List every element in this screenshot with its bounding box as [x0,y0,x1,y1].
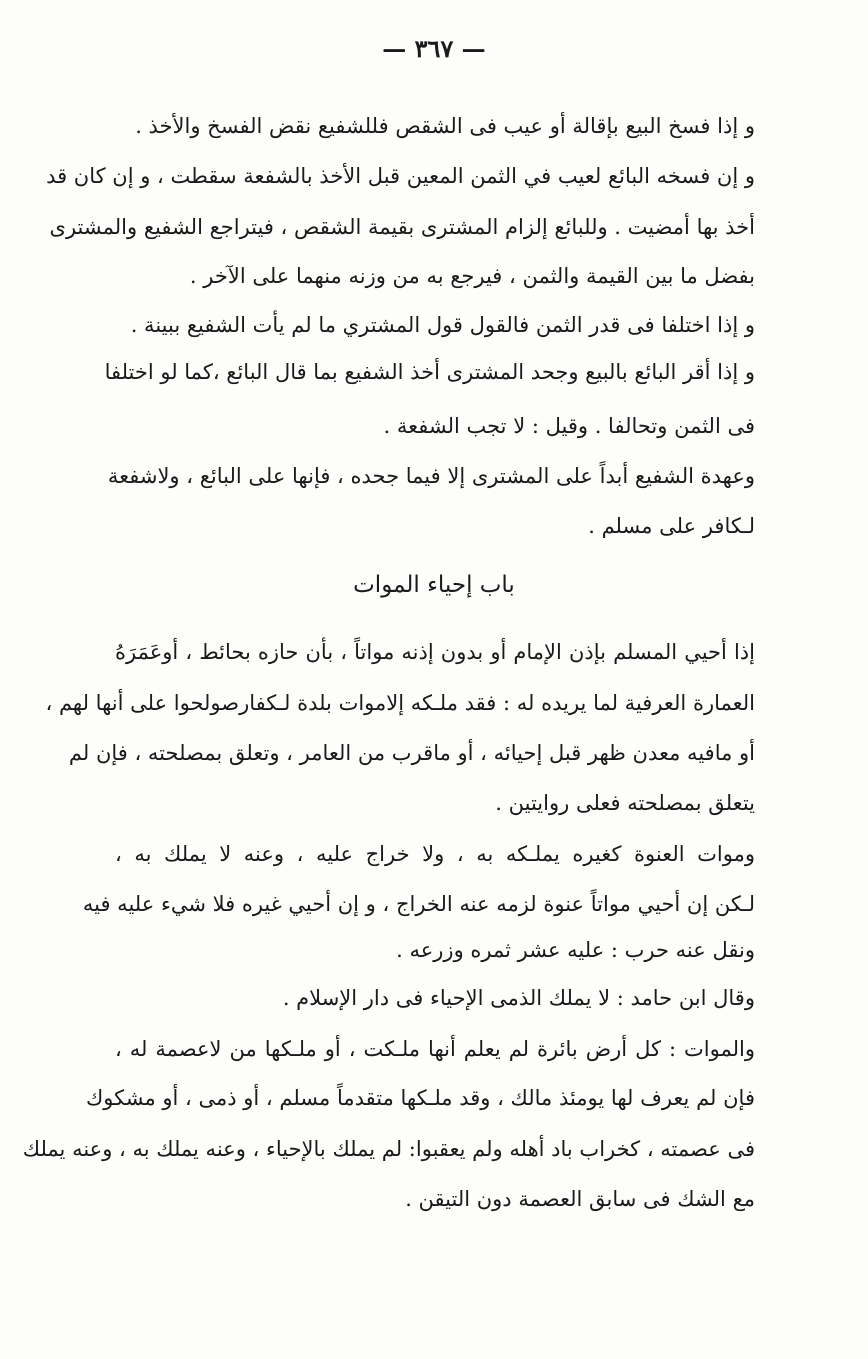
paragraph-line: فإن لم يعرف لها يومئذ مالك ، وقد ملـكها متقدماً مسلم ، أو ذمى ، أو مشكوك [85,1086,755,1110]
paragraph-line: أخذ بها أمضيت . وللبائع إلزام المشترى بقيمة الشقص ، فيتراجع الشفيع والمشترى [49,215,755,239]
paragraph-line: و إذا اختلفا فى قدر الثمن فالقول قول المشتري ما لم يأت الشفيع ببينة . [130,313,755,337]
paragraph-line: و إن فسخه البائع لعيب في الثمن المعين قبل الأخذ بالشفعة سقطت ، و إن كان قد [46,164,755,188]
paragraph-line: و إذا فسخ البيع بإقالة أو عيب فى الشقص فللشفيع نقض الفسخ والأخذ . [135,114,755,138]
paragraph-line: والموات : كل أرض بائرة لم يعلم أنها ملـكت ، أو ملـكها من لاعصمة له ، [115,1037,755,1061]
paragraph-line: يتعلق بمصلحته فعلى روايتين . [495,791,755,815]
paragraph-line: وقال ابن حامد : لا يملك الذمى الإحياء فى دار الإسلام . [282,986,755,1010]
paragraph-line: العمارة العرفية لما يريده له : فقد ملـكه إلاموات بلدة لـكفارصولحوا على أنها لهم ، [45,691,755,715]
paragraph-line: وموات العنوة كغيره يملـكه به ، ولا خراج عليه ، وعنه لا يملك به ، [115,842,755,866]
paragraph-line: فى عصمته ، كخراب باد أهله ولم يعقبوا: لم يملك بالإحياء ، وعنه يملك به ، وعنه يملك [22,1137,755,1161]
paragraph-line: و إذا أقر البائع بالبيع وجحد المشترى أخذ الشفيع بما قال البائع ،كما لو اختلفا [104,360,755,384]
page-number: — ٣٦٧ — [382,34,486,63]
paragraph-line: لـكافر على مسلم . [588,514,755,538]
chapter-heading: باب إحياء الموات [353,572,515,598]
paragraph-line: إذا أحيي المسلم بإذن الإمام أو بدون إذنه مواتاً ، بأن حازه بحائط ، أوعَمَرَهُ [115,640,755,664]
paragraph-line: أو مافيه معدن ظهر قبل إحيائه ، أو ماقرب من العامر ، وتعلق بمصلحته ، فإن لم [68,741,755,765]
paragraph-line: بفضل ما بين القيمة والثمن ، فيرجع به من وزنه منهما على الآخر . [189,264,755,288]
paragraph-line: مع الشك فى سابق العصمة دون التيقن . [405,1187,755,1211]
paragraph-line: لـكن إن أحيي مواتاً عنوة لزمه عنه الخراج ، و إن أحيي غيره فلا شيء عليه فيه [82,892,755,916]
paragraph-line: وعهدة الشفيع أبداً على المشترى إلا فيما جحده ، فإنها على البائع ، ولاشفعة [107,464,755,488]
paragraph-line: ونقل عنه حرب : عليه عشر ثمره وزرعه . [396,938,755,962]
paragraph-line: فى الثمن وتحالفا . وقيل : لا تجب الشفعة . [383,414,755,438]
